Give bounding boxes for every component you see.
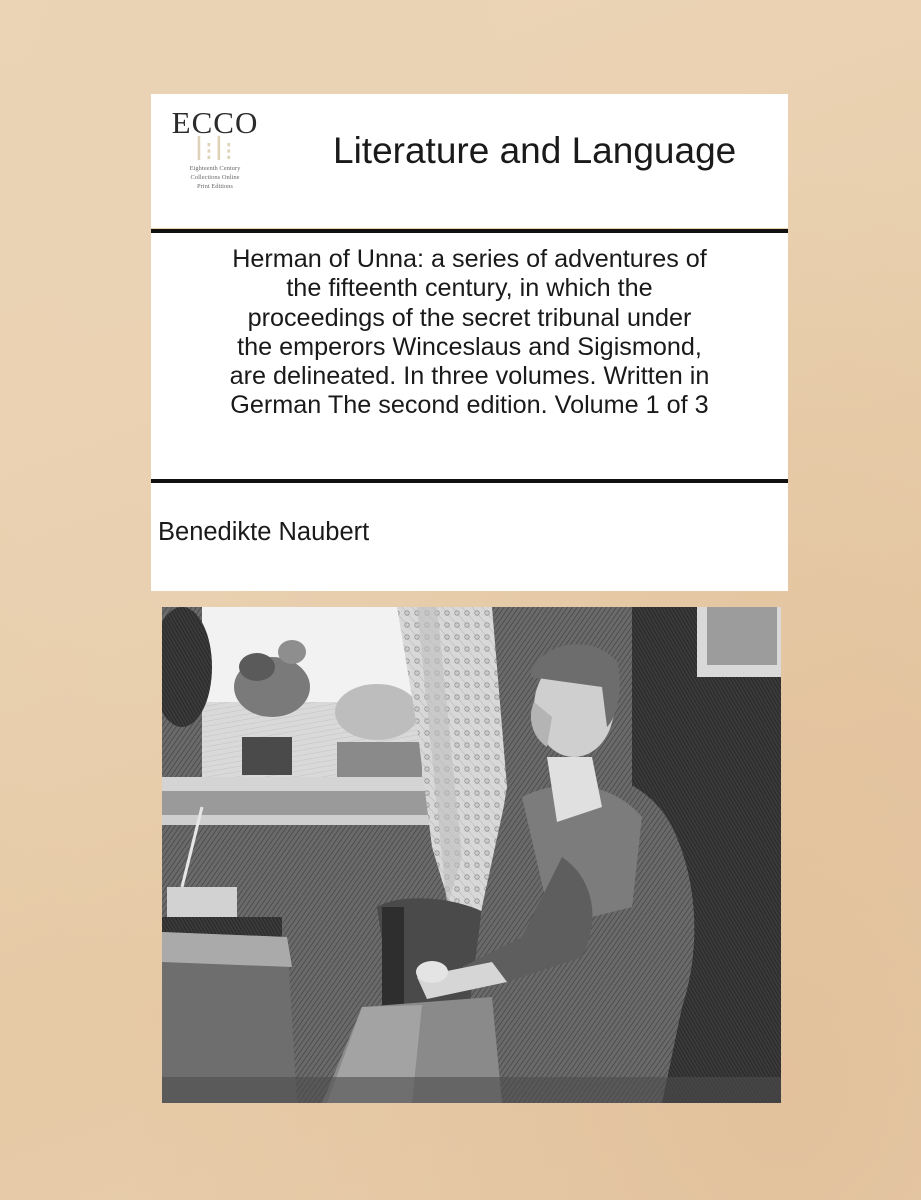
series-header: [151, 94, 788, 228]
title-block: [151, 233, 788, 479]
ecco-logo-line-2: Collections Online: [190, 174, 240, 181]
series-title: Literature and Language: [333, 130, 737, 171]
ecco-logo-line-1: Eighteenth Century: [189, 165, 241, 172]
book-title: Herman of Unna: a series of adventures of the fifteenth century, in which the proceedings of the secret tribunal under the emperors Winceslaus and Sigismond, are delineated. In three volumes. Written in German The second edition. Volume 1 of 3: [229, 245, 710, 420]
engraving-illustration: [162, 607, 781, 1103]
author-name: Benedikte Naubert: [158, 518, 370, 546]
ecco-logo-mark: ECCO: [171, 105, 259, 140]
ecco-logo: [165, 104, 265, 212]
cover-engraving: [162, 607, 781, 1103]
ecco-logo-line-3: Print Editions: [197, 183, 233, 190]
ecco-logo-shadow: ꟾ⁝ꟾ⁝: [195, 137, 235, 166]
author-block: [151, 483, 788, 591]
